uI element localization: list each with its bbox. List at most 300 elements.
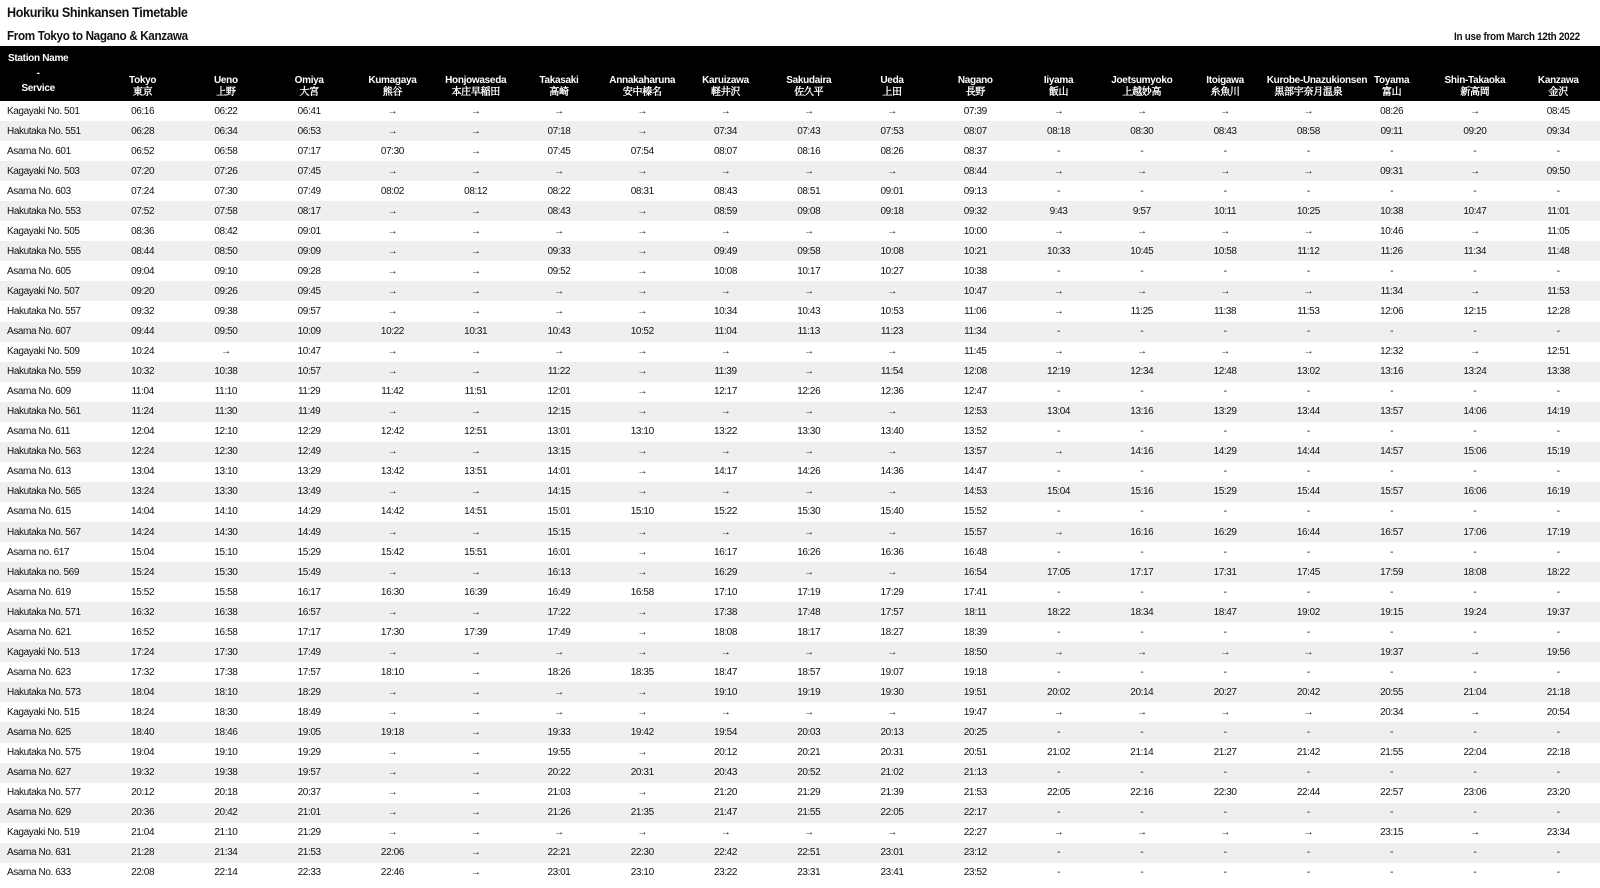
time-cell: 23:06 [1463,787,1487,799]
time-cell: → [1137,225,1147,237]
time-cell: 09:52 [547,265,571,277]
time-cell: 18:47 [1213,606,1237,618]
time-cell: 20:25 [963,726,987,738]
time-cell: 23:01 [880,847,904,859]
time-cell: - [1057,185,1061,197]
time-cell: 12:28 [1546,305,1570,317]
service-name: Asama No. 605 [7,265,71,277]
time-cell: 21:39 [880,787,904,799]
time-cell: 11:04 [714,326,737,338]
table-row [0,582,1600,602]
time-cell: → [720,346,731,358]
time-cell: 16:01 [547,546,571,558]
table-row [0,201,1600,221]
time-cell: 15:15 [547,526,571,538]
time-cell: 15:29 [297,546,321,558]
time-cell: 19:55 [547,747,571,759]
table-row [0,141,1600,161]
time-cell: 22:46 [380,867,404,879]
time-cell: 13:30 [214,486,238,498]
time-cell: 22:21 [547,847,571,859]
table-row [0,622,1600,642]
service-name: Asama No. 629 [7,807,71,819]
time-cell: 17:38 [214,666,238,678]
station-name-en: Iiyama [1043,75,1074,86]
time-cell: → [470,827,481,839]
time-cell: → [1303,225,1314,237]
time-cell: → [1470,285,1480,297]
station-header [434,46,517,101]
time-cell: 19:18 [963,666,987,678]
station-name-jp: 糸魚川 [1210,87,1240,98]
time-cell: 19:42 [630,726,654,738]
station-name-en: Karuizawa [702,75,749,86]
service-name: Hakutaka No. 563 [7,446,81,458]
time-cell: 09:45 [297,285,321,297]
time-cell: → [470,245,481,257]
time-cell: - [1390,426,1394,438]
time-cell: 18:39 [963,626,987,638]
time-cell: 15:52 [963,506,987,518]
time-cell: → [387,566,398,578]
time-cell: 21:01 [297,807,321,819]
time-cell: 15:30 [214,566,238,578]
time-cell: 15:04 [131,546,155,558]
time-cell: 11:01 [1547,205,1570,217]
time-cell: → [1053,646,1064,658]
time-cell: 06:22 [214,105,238,117]
time-cell: → [803,827,814,839]
time-cell: 06:28 [131,125,155,137]
time-cell: 19:54 [713,726,737,738]
time-cell: 23:15 [1380,827,1404,839]
time-cell: 9:57 [1132,205,1151,217]
time-cell: - [1140,386,1144,398]
time-cell: 17:19 [797,586,821,598]
time-cell: → [387,406,398,418]
time-cell: 10:22 [380,326,404,338]
time-cell: → [1220,346,1230,358]
time-cell: - [1556,726,1560,738]
station-name-en: Ueno [213,75,238,86]
time-cell: 16:52 [131,626,155,638]
station-name-en: Tokyo [129,75,157,86]
service-name: Kagayaki No. 503 [7,165,80,177]
time-cell: 13:24 [131,486,155,498]
time-cell: → [637,265,648,277]
time-cell: - [1306,726,1310,738]
time-cell: - [1473,326,1477,338]
time-cell: → [803,225,814,237]
time-cell: 17:41 [963,586,987,598]
time-cell: 15:06 [1463,446,1487,458]
service-name: Kagayaki No. 507 [7,285,80,297]
station-name-jp: 長野 [965,87,985,98]
time-cell: 07:52 [131,205,155,217]
time-cell: - [1223,506,1227,518]
time-cell: - [1306,546,1310,558]
time-cell: 12:30 [214,446,238,458]
time-cell: 17:31 [1213,566,1237,578]
time-cell: 14:19 [1546,406,1570,418]
time-cell: - [1390,506,1394,518]
time-cell: 11:51 [464,386,487,398]
time-cell: → [387,245,398,257]
time-cell: → [470,606,481,618]
time-cell: 17:57 [297,666,321,678]
table-row [0,362,1600,382]
time-cell: 13:30 [797,426,821,438]
time-cell: 13:42 [380,466,404,478]
time-cell: 17:45 [1296,566,1320,578]
station-name-en: Omiya [294,75,324,86]
time-cell: 08:44 [131,245,155,257]
time-cell: 08:17 [297,205,321,217]
time-cell: 15:49 [297,566,321,578]
time-cell: 15:57 [1380,486,1404,498]
time-cell: 11:34 [1463,245,1487,257]
station-name-jp: 上田 [882,87,902,98]
time-cell: 12:51 [464,426,488,438]
time-cell: - [1390,847,1394,859]
time-cell: → [470,446,481,458]
time-cell: 19:29 [297,747,321,759]
time-cell: → [470,125,481,137]
service-name: Hakutaka No. 555 [7,245,81,257]
time-cell: 09:04 [131,265,155,277]
time-cell: → [1220,706,1230,718]
time-cell: - [1473,145,1477,157]
time-cell: 21:27 [1213,747,1237,759]
time-cell: - [1390,586,1394,598]
time-cell: → [887,827,897,839]
service-name: Asama No. 631 [7,847,71,859]
time-cell: 12:51 [1546,346,1570,358]
time-cell: - [1306,626,1310,638]
time-cell: 09:33 [547,245,571,257]
service-name: Asama No. 627 [7,767,71,779]
time-cell: - [1057,666,1061,678]
timetable [0,46,1600,883]
time-cell: → [1303,105,1314,117]
time-cell: → [1470,105,1480,117]
station-header [1517,46,1600,101]
time-cell: - [1057,626,1061,638]
time-cell: → [887,566,897,578]
time-cell: → [887,706,897,718]
time-cell: → [887,346,897,358]
table-row [0,602,1600,622]
time-cell: - [1473,386,1477,398]
time-cell: 22:17 [963,807,987,819]
time-cell: 22:57 [1380,787,1404,799]
time-cell: 07:30 [214,185,238,197]
time-cell: 09:34 [1546,125,1570,137]
time-cell: 21:10 [214,827,238,839]
time-cell: → [470,366,481,378]
time-cell: 23:12 [963,847,987,859]
time-cell: → [554,165,564,177]
time-cell: 16:06 [1463,486,1487,498]
station-name-jp: 金沢 [1548,87,1568,98]
service-name: Asama No. 621 [7,626,71,638]
time-cell: → [887,105,897,117]
time-cell: → [637,446,648,458]
station-name-label: Station Name [8,53,69,64]
time-cell: → [637,346,648,358]
time-cell: → [1137,165,1147,177]
time-cell: 14:16 [1130,446,1154,458]
service-name: Kagayaki No. 505 [7,225,80,237]
time-cell: 12:47 [963,386,987,398]
timetable-body [0,101,1600,883]
timetable-subtitle: From Tokyo to Nagano & Kanzawa [7,28,188,43]
time-cell: 07:18 [547,125,571,137]
time-cell: → [887,285,897,297]
table-row [0,422,1600,442]
time-cell: → [470,486,481,498]
time-cell: - [1057,265,1061,277]
time-cell: → [1470,225,1480,237]
time-cell: → [637,827,648,839]
time-cell: → [803,526,814,538]
station-name-en: Annakaharuna [609,75,676,86]
time-cell: 18:40 [131,726,155,738]
time-cell: 10:08 [880,245,904,257]
time-cell: - [1140,546,1144,558]
service-name: Kagayaki No. 509 [7,346,80,358]
time-cell: 13:02 [1296,366,1320,378]
station-name-jp: 飯山 [1048,87,1069,98]
time-cell: - [1556,326,1560,338]
table-row [0,763,1600,783]
time-cell: 17:30 [214,646,238,658]
time-cell: 17:22 [547,606,571,618]
time-cell: 18:34 [1130,606,1154,618]
time-cell: → [1303,346,1314,358]
time-cell: 08:26 [1380,105,1404,117]
time-cell: → [720,406,731,418]
time-cell: 18:22 [1546,566,1570,578]
time-cell: - [1556,265,1560,277]
time-cell: 09:49 [713,245,737,257]
time-cell: - [1306,426,1310,438]
time-cell: → [887,225,897,237]
station-name-en: Shin-Takaoka [1444,75,1506,86]
time-cell: 08:59 [713,205,737,217]
time-cell: 08:43 [713,185,737,197]
time-cell: → [637,165,648,177]
time-cell: - [1473,185,1477,197]
time-cell: 19:04 [131,747,155,759]
time-cell: → [470,566,481,578]
time-cell: - [1223,726,1227,738]
time-cell: → [1470,346,1480,358]
time-cell: 18:35 [630,666,654,678]
time-cell: - [1223,666,1227,678]
time-cell: 20:21 [797,747,821,759]
station-header [1266,46,1368,101]
time-cell: 9:43 [1049,205,1068,217]
table-row [0,722,1600,742]
time-cell: 13:22 [713,426,737,438]
time-cell: 16:29 [1213,526,1237,538]
table-row [0,221,1600,241]
time-cell: 15:10 [214,546,238,558]
station-header [1017,46,1100,101]
time-cell: - [1306,847,1310,859]
table-row [0,823,1600,843]
time-cell: 11:45 [964,346,987,358]
station-header [1100,46,1183,101]
time-cell: 18:46 [214,726,238,738]
time-cell: 20:12 [713,747,737,759]
time-cell: 09:20 [131,285,155,297]
time-cell: 21:28 [131,847,155,859]
station-name-jp: 大宮 [299,87,319,98]
time-cell: 14:06 [1463,406,1487,418]
time-cell: 23:22 [713,867,737,879]
time-cell: → [470,205,481,217]
time-cell: 13:38 [1546,366,1570,378]
time-cell: 11:12 [1297,245,1320,257]
time-cell: 08:07 [713,145,737,157]
time-cell: 08:37 [963,145,987,157]
time-cell: - [1223,265,1227,277]
time-cell: 12:48 [1213,366,1237,378]
time-cell: - [1140,426,1144,438]
time-cell: - [1556,386,1560,398]
time-cell: → [470,265,481,277]
time-cell: → [1053,165,1064,177]
station-header [767,46,850,101]
time-cell: 14:53 [963,486,987,498]
time-cell: → [887,165,897,177]
time-cell: → [1053,706,1064,718]
timetable-header [0,46,1600,101]
time-cell: 20:31 [630,767,654,779]
station-header [101,46,184,101]
time-cell: 09:26 [214,285,238,297]
time-cell: - [1390,666,1394,678]
time-cell: - [1556,847,1560,859]
time-cell: 20:18 [214,787,238,799]
station-header [684,46,767,101]
time-cell: 14:29 [297,506,321,518]
time-cell: → [637,225,648,237]
time-cell: → [637,706,648,718]
station-name-jp: 佐久平 [794,87,824,98]
time-cell: - [1140,626,1144,638]
time-cell: → [1137,105,1147,117]
time-cell: - [1140,326,1144,338]
time-cell: - [1057,767,1061,779]
service-name: Hakutaka No. 567 [7,526,81,538]
time-cell: → [887,646,897,658]
time-cell: 16:16 [1130,526,1154,538]
time-cell: 14:15 [547,486,571,498]
time-cell: 06:58 [214,145,238,157]
time-cell: - [1473,666,1477,678]
time-cell: - [1306,386,1310,398]
service-name: Kagayaki No. 513 [7,646,80,658]
time-cell: 09:50 [1546,165,1570,177]
time-cell: 22:30 [1213,787,1237,799]
time-cell: 15:52 [131,586,155,598]
time-cell: 12:32 [1380,346,1404,358]
time-cell: 15:57 [963,526,987,538]
time-cell: 11:30 [214,406,238,418]
time-cell: → [470,706,481,718]
time-cell: 13:40 [880,426,904,438]
time-cell: → [470,145,481,157]
time-cell: 14:42 [380,506,404,518]
time-cell: 08:26 [880,145,904,157]
time-cell: 10:43 [547,326,571,338]
station-header [601,46,684,101]
time-cell: 09:57 [297,305,321,317]
time-cell: 22:42 [713,847,737,859]
time-cell: - [1223,145,1227,157]
time-cell: - [1556,867,1560,879]
time-cell: 18:08 [713,626,737,638]
time-cell: 09:08 [797,205,821,217]
time-cell: → [1137,827,1147,839]
time-cell: → [387,807,398,819]
time-cell: → [637,626,648,638]
time-cell: 21:55 [797,807,821,819]
time-cell: → [1053,526,1064,538]
time-cell: - [1057,546,1061,558]
station-header [934,46,1017,101]
service-name: Kagayaki No. 519 [7,827,80,839]
time-cell: 09:20 [1463,125,1487,137]
station-name-en: Ueda [880,75,904,86]
time-cell: - [1057,867,1061,879]
time-cell: 16:30 [380,586,404,598]
time-cell: 21:20 [713,787,737,799]
station-name-en: Kanzawa [1537,75,1579,86]
time-cell: 19:05 [297,726,321,738]
time-cell: 22:08 [131,867,155,879]
time-cell: → [470,726,481,738]
time-cell: → [720,285,731,297]
service-name: Hakutaka No. 561 [7,406,81,418]
time-cell: → [1220,165,1230,177]
time-cell: 21:02 [1047,747,1071,759]
time-cell: 22:27 [963,827,987,839]
time-cell: 07:20 [131,165,155,177]
time-cell: - [1390,807,1394,819]
time-cell: 18:10 [214,686,238,698]
table-row [0,281,1600,301]
time-cell: 07:17 [297,145,321,157]
time-cell: 14:49 [297,526,321,538]
time-cell: → [470,646,481,658]
table-row [0,702,1600,722]
time-cell: 08:58 [1296,125,1320,137]
time-cell: → [470,666,481,678]
time-cell: 16:38 [214,606,238,618]
time-cell: 07:24 [131,185,155,197]
time-cell: 22:51 [797,847,821,859]
time-cell: - [1390,867,1394,879]
station-name-jp: 安中榛名 [622,87,662,98]
time-cell: → [1220,105,1230,117]
time-cell: 10:34 [713,305,737,317]
time-cell: 08:31 [630,185,654,197]
time-cell: 15:42 [380,546,404,558]
